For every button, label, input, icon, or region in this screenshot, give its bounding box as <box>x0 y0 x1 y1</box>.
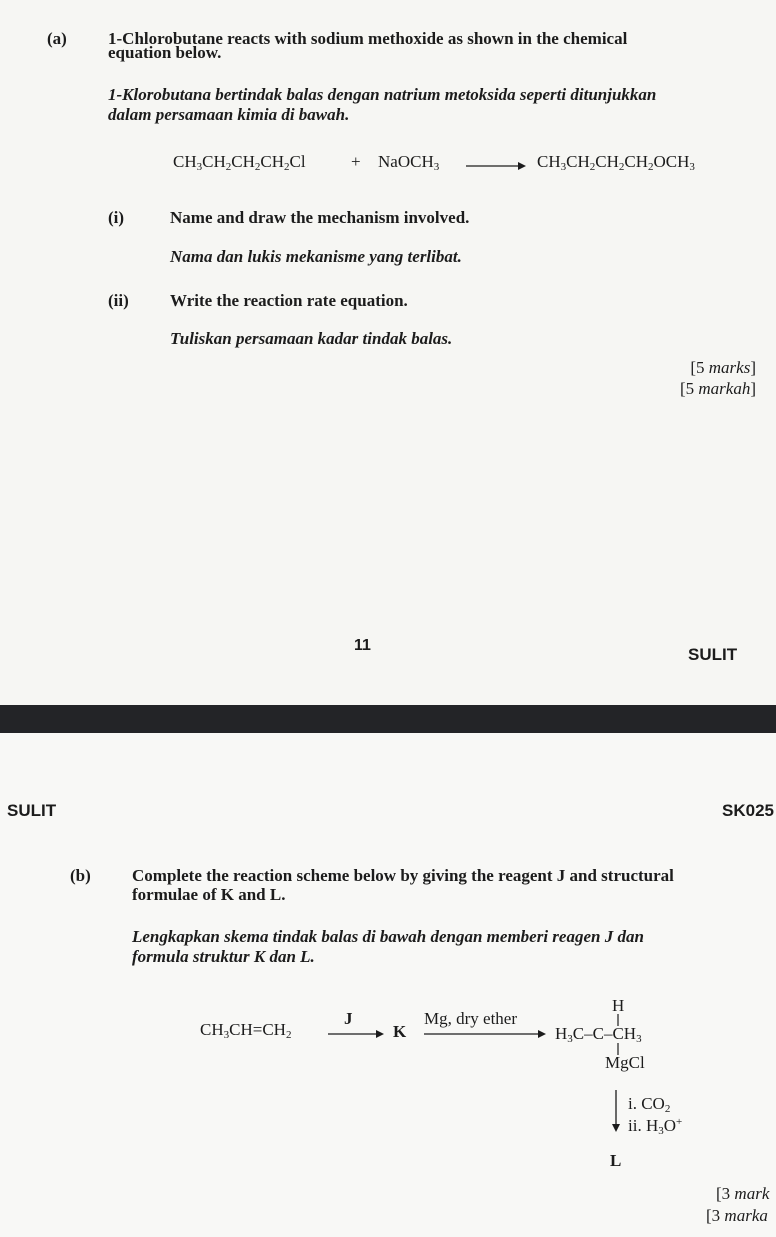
subquestion-label-i: (i) <box>108 208 125 227</box>
scheme-reagent-j: J <box>344 1009 353 1028</box>
question-label-a: (a) <box>47 29 67 48</box>
scheme-step-ii: ii. $H_3O^+$ <box>628 1116 683 1137</box>
scheme-product-l: L <box>610 1151 622 1170</box>
header-code: SK025 <box>722 801 774 820</box>
marks-en: [5 marks] <box>690 358 756 377</box>
intro-ms-line-2: dalam persamaan kimia di bawah. <box>108 105 350 124</box>
subquestion-ii-ms: Tuliskan persamaan kadar tindak balas. <box>170 329 453 348</box>
equation-plus: + <box>351 152 361 171</box>
page-12-sheet <box>0 733 776 1237</box>
equation-reactant-2: NaOCH$_3$ <box>378 152 440 173</box>
question-label-b: (b) <box>70 866 91 885</box>
grignard-main: $H_3C-C-CH_3$ <box>555 1024 642 1045</box>
scheme-step-i: i. $CO_2$ <box>628 1094 671 1115</box>
header-sulit: SULIT <box>7 801 57 820</box>
b-intro-en-line-1: Complete the reaction scheme below by giving the reagent J and structural <box>132 866 674 885</box>
subquestion-ii-en: Write the reaction rate equation. <box>170 291 408 310</box>
scheme-start: $CH_3CH=CH_2$ <box>200 1020 292 1041</box>
scheme-arrow-1 <box>328 1028 384 1040</box>
grignard-h: H <box>612 996 625 1015</box>
page-number: 11 <box>354 637 371 654</box>
b-marks-en: [3 mark <box>716 1184 770 1203</box>
scheme-arrow-2 <box>424 1028 546 1040</box>
equation-reactant-1: $CH_3CH_2CH_2CH_2Cl$ <box>173 152 306 173</box>
page-divider-band <box>0 705 776 733</box>
reaction-arrow <box>466 160 526 172</box>
marks-ms: [5 markah] <box>679 379 756 398</box>
scheme-arrow-down <box>610 1090 622 1132</box>
scheme-reagent-2: Mg, dry ether <box>424 1009 518 1028</box>
footer-sulit: SULIT <box>688 645 738 664</box>
intro-en-line-1: 1-Chlorobutane reacts with sodium methoxide as shown in the chemical <box>108 29 628 48</box>
b-marks-ms: [3 marka <box>706 1206 768 1225</box>
intro-ms-line-1: 1-Klorobutana bertindak balas dengan natrium metoksida seperti ditunjukkan <box>108 85 657 104</box>
b-intro-en-line-2: formulae of K and L. <box>132 885 286 904</box>
intro-en-line-2: equation below. <box>108 43 222 62</box>
grignard-mgcl: MgCl <box>605 1053 645 1072</box>
b-intro-ms-line-1: Lengkapkan skema tindak balas di bawah dengan memberi reagen J dan <box>132 927 644 946</box>
equation-product: $CH_3CH_2CH_2CH_2OCH_3$ <box>537 152 695 173</box>
subquestion-i-en: Name and draw the mechanism involved. <box>170 208 470 227</box>
subquestion-i-ms: Nama dan lukis mekanisme yang terlibat. <box>170 247 462 266</box>
subquestion-label-ii: (ii) <box>108 291 129 310</box>
b-intro-ms-line-2: formula struktur K dan L. <box>132 947 315 966</box>
scheme-intermediate-k: K <box>393 1022 407 1041</box>
